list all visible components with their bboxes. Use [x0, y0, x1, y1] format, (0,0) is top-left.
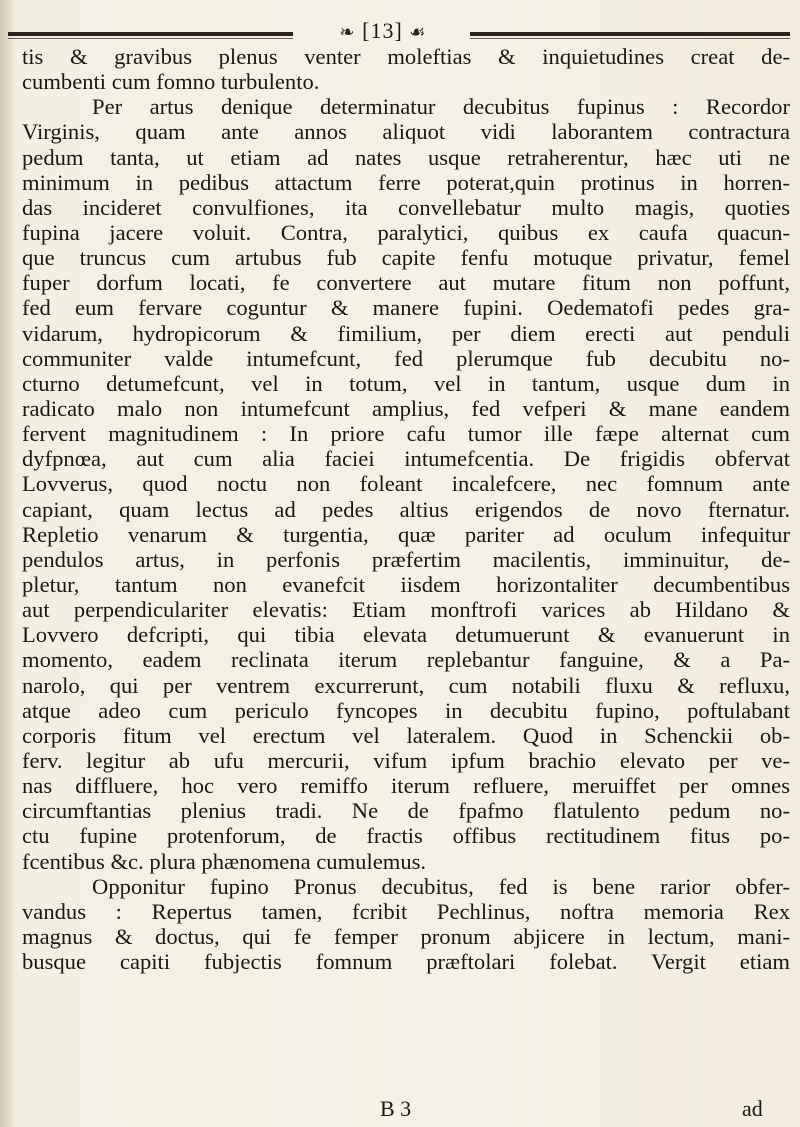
text-line: fcentibus &c. plura phænomena cumulemus.	[22, 848, 427, 874]
text-line: dyfpnœa, aut cum alia faciei intumefcentia. De frigidis obfervat	[22, 446, 790, 472]
text-line: fervent magnitudinem : In priore cafu tumor ille fæpe alternat cum	[22, 421, 790, 447]
text-line: fuper dorfum locati, fe convertere aut mutare fitum non poffunt,	[22, 270, 790, 296]
header-thin-rule-right	[470, 38, 790, 39]
text-line: narolo, qui per ventrem excurrerunt, cum notabili fluxu & refluxu,	[22, 672, 790, 698]
text-line: minimum in pedibus attactum ferre poterat,quin protinus in horren-	[22, 169, 790, 195]
text-line: pendulos artus, in perfonis præfertim macilentis, imminuitur, de-	[22, 546, 790, 572]
text-line: circumftantias plenius tradi. Ne de fpafmo flatulento pedum no-	[22, 798, 790, 824]
text-line: cturno detumefcunt, vel in totum, vel in tantum, usque dum in	[22, 370, 790, 396]
text-line: Opponitur fupino Pronus decubitus, fed is bene rarior obfer-	[92, 873, 790, 899]
text-line: ferv. legitur ab ufu mercurii, vifum ipfum brachio elevato per ve-	[22, 747, 790, 773]
header-rule-right	[470, 32, 790, 36]
text-line: Lovvero defcripti, qui tibia elevata detumuerunt & evanuerunt in	[22, 622, 790, 648]
text-line: cumbenti cum fomno turbulento.	[22, 69, 320, 95]
text-line: tis & gravibus plenus venter moleftias & inquietudines creat de-	[22, 44, 790, 69]
text-line: fed eum fervare coguntur & manere fupini. Oedematofi pedes gra-	[22, 295, 790, 321]
text-line: corporis fitum vel erectum vel lateralem. Quod in Schenckii ob-	[22, 722, 790, 748]
text-line: aut perpendiculariter elevatis: Etiam monftrofi varices ab Hildano &	[22, 597, 790, 623]
page-gutter-shadow	[0, 0, 14, 1127]
text-line: pedum tanta, ut etiam ad nates usque retraherentur, hæc uti ne	[22, 144, 790, 170]
text-line: das incideret convulfiones, ita convellebatur multo magis, quoties	[22, 194, 790, 220]
text-line: capiant, quam lectus ad pedes altius erigendos de novo fternatur.	[22, 496, 790, 522]
text-line: Per artus denique determinatur decubitus fupinus : Recordor	[92, 94, 790, 120]
text-line: radicato malo non intumefcunt amplius, fed vefperi & mane eandem	[22, 395, 790, 421]
text-line: que truncus cum artubus fub capite fenfu motuque privatur, femel	[22, 245, 790, 271]
text-line: magnus & doctus, qui fe femper pronum abjicere in lectum, mani-	[22, 923, 790, 949]
text-line: pletur, tantum non evanefcit iisdem horizontaliter decumbentibus	[22, 571, 790, 597]
text-line: Virginis, quam ante annos aliquot vidi laborantem contractura	[22, 119, 790, 145]
text-line: vandus : Repertus tamen, fcribit Pechlinus, noftra memoria Rex	[22, 898, 790, 924]
text-line: fupina jacere voluit. Contra, paralytici, quibus ex caufa quacun-	[22, 219, 790, 245]
text-line: atque adeo cum periculo fyncopes in decubitu fupino, poftulabant	[22, 697, 790, 723]
catchword: ad	[742, 1096, 763, 1121]
text-line: nas diffluere, hoc vero remiffo iterum refluere, meruiffet per omnes	[22, 773, 790, 799]
header-rule-left	[8, 32, 293, 36]
fleuron-icon: ☙	[409, 22, 427, 42]
text-line: busque capiti fubjectis fomnum præftolari folebat. Vergit etiam	[22, 949, 790, 975]
signature-mark: B 3	[380, 1096, 412, 1121]
text-line: vidarum, hydropicorum & fimilium, per diem erecti aut penduli	[22, 320, 790, 346]
header-thin-rule-left	[8, 38, 293, 39]
text-line: Repletio venarum & turgentia, quæ pariter ad oculum infequitur	[22, 521, 790, 547]
text-line: Lovverus, quod noctu non foleant incalefcere, nec fomnum ante	[22, 471, 790, 497]
fleuron-icon: ❧	[339, 22, 356, 42]
page-number	[300, 18, 466, 44]
page-footer	[0, 1096, 800, 1124]
text-line: communiter valde intumefcunt, fed plerumque fub decubitu no-	[22, 345, 790, 371]
text-line: ctu fupine protenforum, de fractis offibus rectitudinem fitus po-	[22, 823, 790, 849]
page-header	[0, 10, 800, 44]
body-text	[22, 44, 790, 974]
folio-text: [13]	[362, 18, 403, 43]
text-line: momento, eadem reclinata iterum replebantur fanguine, & a Pa-	[22, 647, 790, 673]
